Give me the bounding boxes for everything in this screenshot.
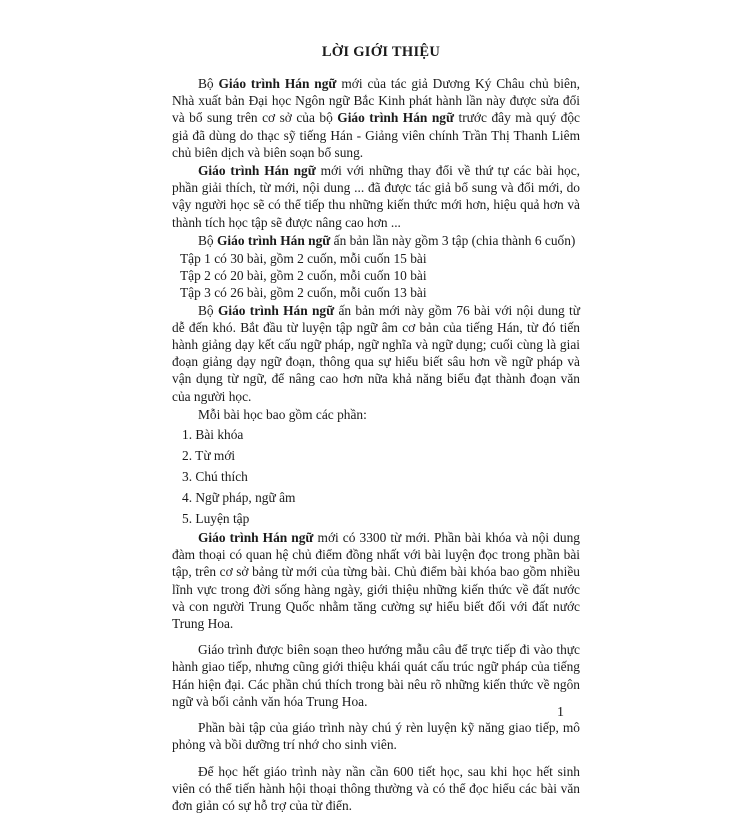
- list-item: 2. Từ mới: [172, 445, 580, 466]
- bold-book-title: Giáo trình Hán ngữ: [198, 163, 316, 178]
- bold-book-title: Giáo trình Hán ngữ: [219, 76, 337, 91]
- list-item: 5. Luyện tập: [172, 508, 580, 529]
- bold-book-title: Giáo trình Hán ngữ: [337, 110, 454, 125]
- text-span: mới với những thay đổi về thứ tự các bài học, phần giải thích, từ mới, nội dung ... đã được tác giả bổ sung và đổi mới, do vậy người học sẽ có thể tiếp thu những kiến thức mới hơn, hiệu quả hơn và thành tích học tập sẽ được nâng cao hơn ...: [172, 163, 580, 230]
- lesson-parts-list: [172, 424, 580, 529]
- paragraph-intro: [172, 75, 580, 161]
- paragraph-hours: Để học hết giáo trình này nần cần 600 tiết học, sau khi học hết sinh viên có thể tiến hành hội thoại thông thường và có thể đọc hiểu các bài văn đơn giản có sự hỗ trợ của từ điển.: [172, 763, 580, 814]
- page-title: LỜI GIỚI THIỆU: [172, 44, 580, 61]
- list-item: 1. Bài khóa: [172, 424, 580, 445]
- text-span: mới có 3300 từ mới. Phần bài khóa và nội dung đàm thoại có quan hệ chủ điểm đồng nhất với bài luyện đọc trong phần bài tập, trên cơ sở bảng từ mới của từng bài. Chủ điểm bài khóa bao gồm nhiều lĩnh vực trong đời sống hàng ngày, giới thiệu những kiến thức về đất nước và con người Trung Quốc nhằm tăng cường sự hiểu biết đối với đất nước Trung Hoa.: [172, 530, 580, 631]
- paragraph-lesson-parts: Mỗi bài học bao gồm các phần:: [172, 406, 580, 423]
- list-item: 4. Ngữ pháp, ngữ âm: [172, 487, 580, 508]
- paragraph-exercises: Phần bài tập của giáo trình này chú ý rèn luyện kỹ năng giao tiếp, mô phỏng và bồi dưỡng trí nhớ cho sinh viên.: [172, 719, 580, 753]
- paragraph-changes: [172, 162, 580, 231]
- list-item: Tập 3 có 26 bài, gồm 2 cuốn, mỗi cuốn 13 bài: [172, 284, 580, 301]
- paragraph-vocabulary: [172, 529, 580, 632]
- text-span: Bộ: [198, 233, 217, 248]
- list-item: Tập 2 có 20 bài, gồm 2 cuốn, mỗi cuốn 10 bài: [172, 267, 580, 284]
- volume-list: [172, 250, 580, 302]
- bold-book-title: Giáo trình Hán ngữ: [198, 530, 313, 545]
- text-span: Bộ: [198, 303, 218, 318]
- list-item: Tập 1 có 30 bài, gồm 2 cuốn, mỗi cuốn 15 bài: [172, 250, 580, 267]
- text-span: ấn bản mới này gồm 76 bài với nội dung từ dễ đến khó. Bắt đầu từ luyện tập ngữ âm cơ bản của tiếng Hán, từ đó tiến hành giảng dạy kết cấu ngữ pháp, ngữ nghĩa và ngữ dụng; cuối cùng là giai đoạn giảng dạy ngữ đoạn, thông qua sự hiểu biết sâu hơn về ngữ pháp và vận dụng từ ngữ, để nâng cao hơn nữa khả năng biểu đạt thành đoạn văn của người học.: [172, 303, 580, 404]
- text-span: mới của tác giả Dương Ký Châu chủ biên, Nhà xuất bản Đại học Ngôn ngữ Bắc Kinh phát hành lần này được sửa đổi và bổ sung trên cơ sở của bộ: [172, 76, 580, 125]
- text-span: Bộ: [198, 76, 219, 91]
- page-number: 1: [557, 705, 564, 721]
- paragraph-content: [172, 302, 580, 405]
- bold-book-title: Giáo trình Hán ngữ: [217, 233, 330, 248]
- bold-book-title: Giáo trình Hán ngữ: [218, 303, 334, 318]
- text-span: ấn bản lần này gồm 3 tập (chia thành 6 cuốn): [330, 233, 575, 248]
- paragraph-edition: [172, 232, 580, 249]
- paragraph-method: Giáo trình được biên soạn theo hướng mẫu câu để trực tiếp đi vào thực hành giao tiếp, nhưng cũng giới thiệu khái quát cấu trúc ngữ pháp của tiếng Hán hiện đại. Các phần chú thích trong bài nêu rõ những kiến thức về ngôn ngữ và bối cảnh văn hóa Trung Hoa.: [172, 641, 580, 710]
- list-item: 3. Chú thích: [172, 466, 580, 487]
- text-span: trước đây mà quý độc giả đã dùng do thạc sỹ tiếng Hán - Giảng viên chính Trần Thị Thanh Liêm chủ biên dịch và biên soạn bổ sung.: [172, 110, 580, 159]
